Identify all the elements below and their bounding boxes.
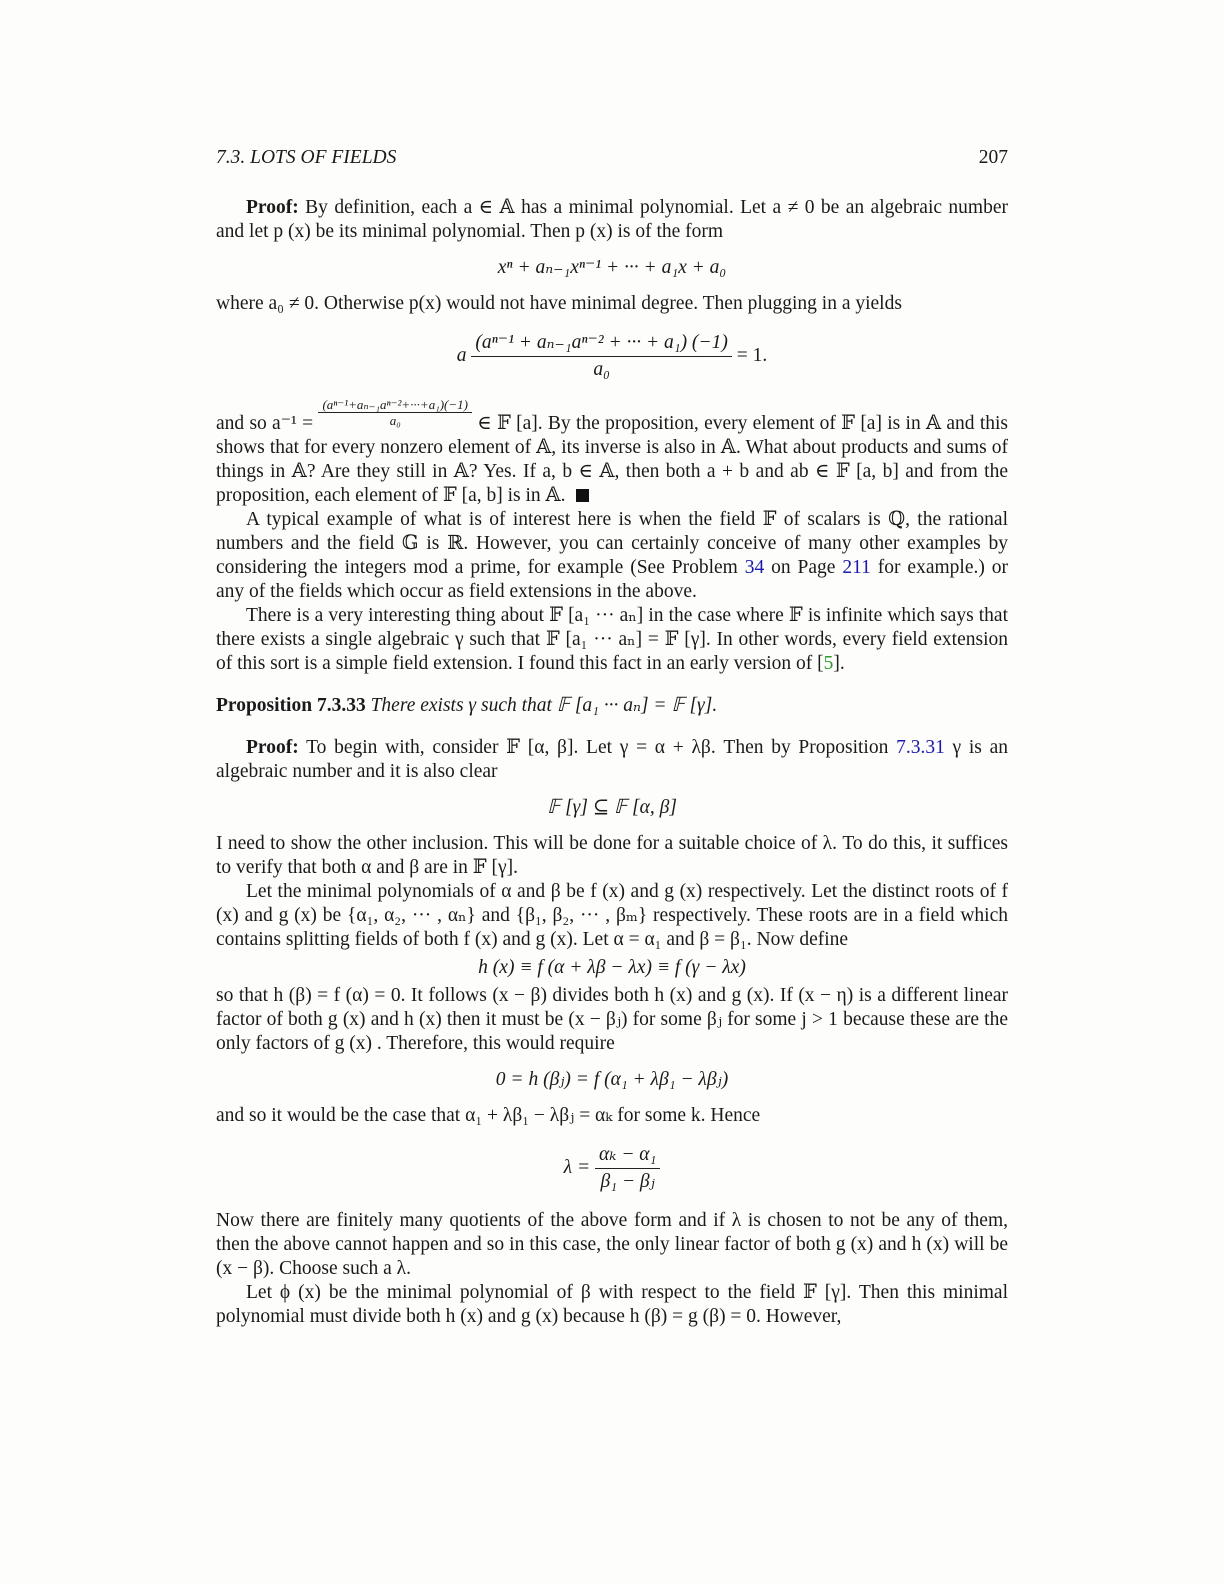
fraction (595, 1142, 660, 1195)
page-number: 207 (978, 147, 1008, 168)
equation-fraction (216, 330, 1008, 383)
text-paragraph: Let ϕ (x) be the minimal polynomial of β with respect to the field 𝔽 [γ]. Then this minimal polynomial must divide both h (x) and g (x) because h (β) = g (β) = 0. However, (216, 1282, 1008, 1327)
inline-fraction (318, 397, 472, 428)
equation-suffix: = 1. (736, 344, 768, 366)
fraction-numerator: (aⁿ⁻¹+aₙ₋₁aⁿ⁻²+···+a₁)(−1) (318, 397, 472, 413)
fraction-numerator: (aⁿ⁻¹ + aₙ₋₁aⁿ⁻² + ··· + a₁) (−1) (471, 330, 731, 357)
proposition-text: There exists γ such that 𝔽 [a₁ ··· aₙ] = 𝔽 [γ]. (370, 695, 718, 716)
text-fragment: A typical example of what is of interest here is when the field 𝔽 of scalars is ℚ, the rational numbers and the field 𝔾 is ℝ. However, you can certainly conceive of many other examples by considering the integers mod a prime, for example (See Problem (216, 509, 1008, 578)
text-fragment: There is a very interesting thing about 𝔽 [a₁ ··· aₙ] in the case where 𝔽 is infinite which says that there exists a single algebraic γ such that 𝔽 [a₁ ··· aₙ] = 𝔽 [γ]. In other words, every field extension of this sort is a simple field extension. I found this fact in an early version of [ (216, 605, 1008, 674)
fraction-denominator: β₁ − βⱼ (600, 1171, 655, 1192)
equation-polynomial: xⁿ + aₙ₋₁xⁿ⁻¹ + ··· + a₁x + a₀ (497, 257, 727, 278)
proposition-link[interactable]: 7.3.31 (896, 737, 945, 758)
proof-text: By definition, each a ∈ 𝔸 has a minimal polynomial. Let a ≠ 0 be an algebraic number and let p (x) be its minimal polynomial. Then p (x) is of the form (216, 197, 1009, 242)
text-fragment: and so a⁻¹ = (216, 413, 314, 434)
proof-label: Proof: (246, 197, 299, 218)
proposition (216, 694, 1008, 718)
text-paragraph (216, 397, 1008, 508)
text-paragraph: so that h (β) = f (α) = 0. It follows (x − β) divides both h (x) and g (x). If (x − η) is a different linear factor of both g (x) and h (x) then it must be (x − βⱼ) for some βⱼ for some j > 1 because these are the only factors of g (x) . Therefore, this would require (216, 985, 1008, 1054)
qed-symbol (576, 489, 589, 502)
fraction (471, 330, 731, 383)
equation-inclusion: 𝔽 [γ] ⊆ 𝔽 [α, β] (547, 797, 677, 818)
proposition-label: Proposition 7.3.33 (216, 695, 366, 716)
citation-link[interactable]: 5 (823, 653, 834, 674)
text-fragment: γ is an algebraic number and it is also clear (216, 737, 1008, 782)
section-title: 7.3. LOTS OF FIELDS (216, 147, 397, 168)
text-paragraph: where a₀ ≠ 0. Otherwise p(x) would not have minimal degree. Then plugging in a yields (216, 293, 902, 314)
page-body (216, 140, 1008, 1329)
fraction-denominator: a₀ (389, 413, 401, 428)
fraction-numerator: αₖ − α₁ (595, 1142, 660, 1169)
text-paragraph (216, 508, 1008, 604)
running-header (216, 140, 1008, 184)
text-fragment: for example.) or any of the fields which occur as field extensions in the above. (216, 557, 1008, 602)
text-fragment: To begin with, consider 𝔽 [α, β]. Let γ = α + λβ. Then by Proposition (306, 737, 897, 758)
text-paragraph: Now there are finitely many quotients of the above form and if λ is chosen to not be any of them, then the above cannot happen and so in this case, the only linear factor of both g (x) and h (x) will be (x − β). Choose such a λ. (216, 1210, 1008, 1279)
text-paragraph: and so it would be the case that α₁ + λβ₁ − λβⱼ = αₖ for some k. Hence (216, 1105, 761, 1126)
text-fragment: on Page (764, 557, 843, 578)
equation-h-definition: h (x) ≡ f (α + λβ − λx) ≡ f (γ − λx) (478, 957, 746, 978)
text-paragraph: Let the minimal polynomials of α and β be f (x) and g (x) respectively. Let the distinct roots of f (x) and g (x) be {α₁, α₂, ··· , αₙ} and {β₁, β₂, ··· , βₘ} respectively. These roots are in a field which contains splitting fields of both f (x) and g (x). Let α = α₁ and β = β₁. Now define (216, 881, 1008, 950)
equation-prefix: a (456, 344, 467, 366)
proof-paragraph (216, 736, 1008, 784)
text-paragraph (216, 604, 1008, 676)
proof-paragraph (216, 196, 1008, 244)
problem-link[interactable]: 34 (744, 557, 765, 578)
equation-lhs: λ = (563, 1156, 591, 1178)
text-paragraph: I need to show the other inclusion. This will be done for a suitable choice of λ. To do this, it suffices to verify that both α and β are in 𝔽 [γ]. (216, 833, 1008, 878)
text-fragment: ]. (833, 653, 845, 674)
page-link[interactable]: 211 (842, 557, 871, 578)
text-fragment: ∈ 𝔽 [a]. By the proposition, every element of 𝔽 [a] is in 𝔸 and this shows that for every nonzero element of 𝔸, its inverse is also in 𝔸. What about products and sums of things in 𝔸? Are they still in 𝔸? Yes. If a, b ∈ 𝔸, then both a + b and ab ∈ 𝔽 [a, b] and from the proposition, each element of 𝔽 [a, b] is in 𝔸. (216, 413, 1009, 506)
proof-label: Proof: (246, 737, 299, 758)
equation-root: 0 = h (βⱼ) = f (α₁ + λβ₁ − λβⱼ) (495, 1069, 729, 1090)
fraction-denominator: a₀ (593, 359, 610, 380)
equation-lambda (216, 1142, 1008, 1195)
